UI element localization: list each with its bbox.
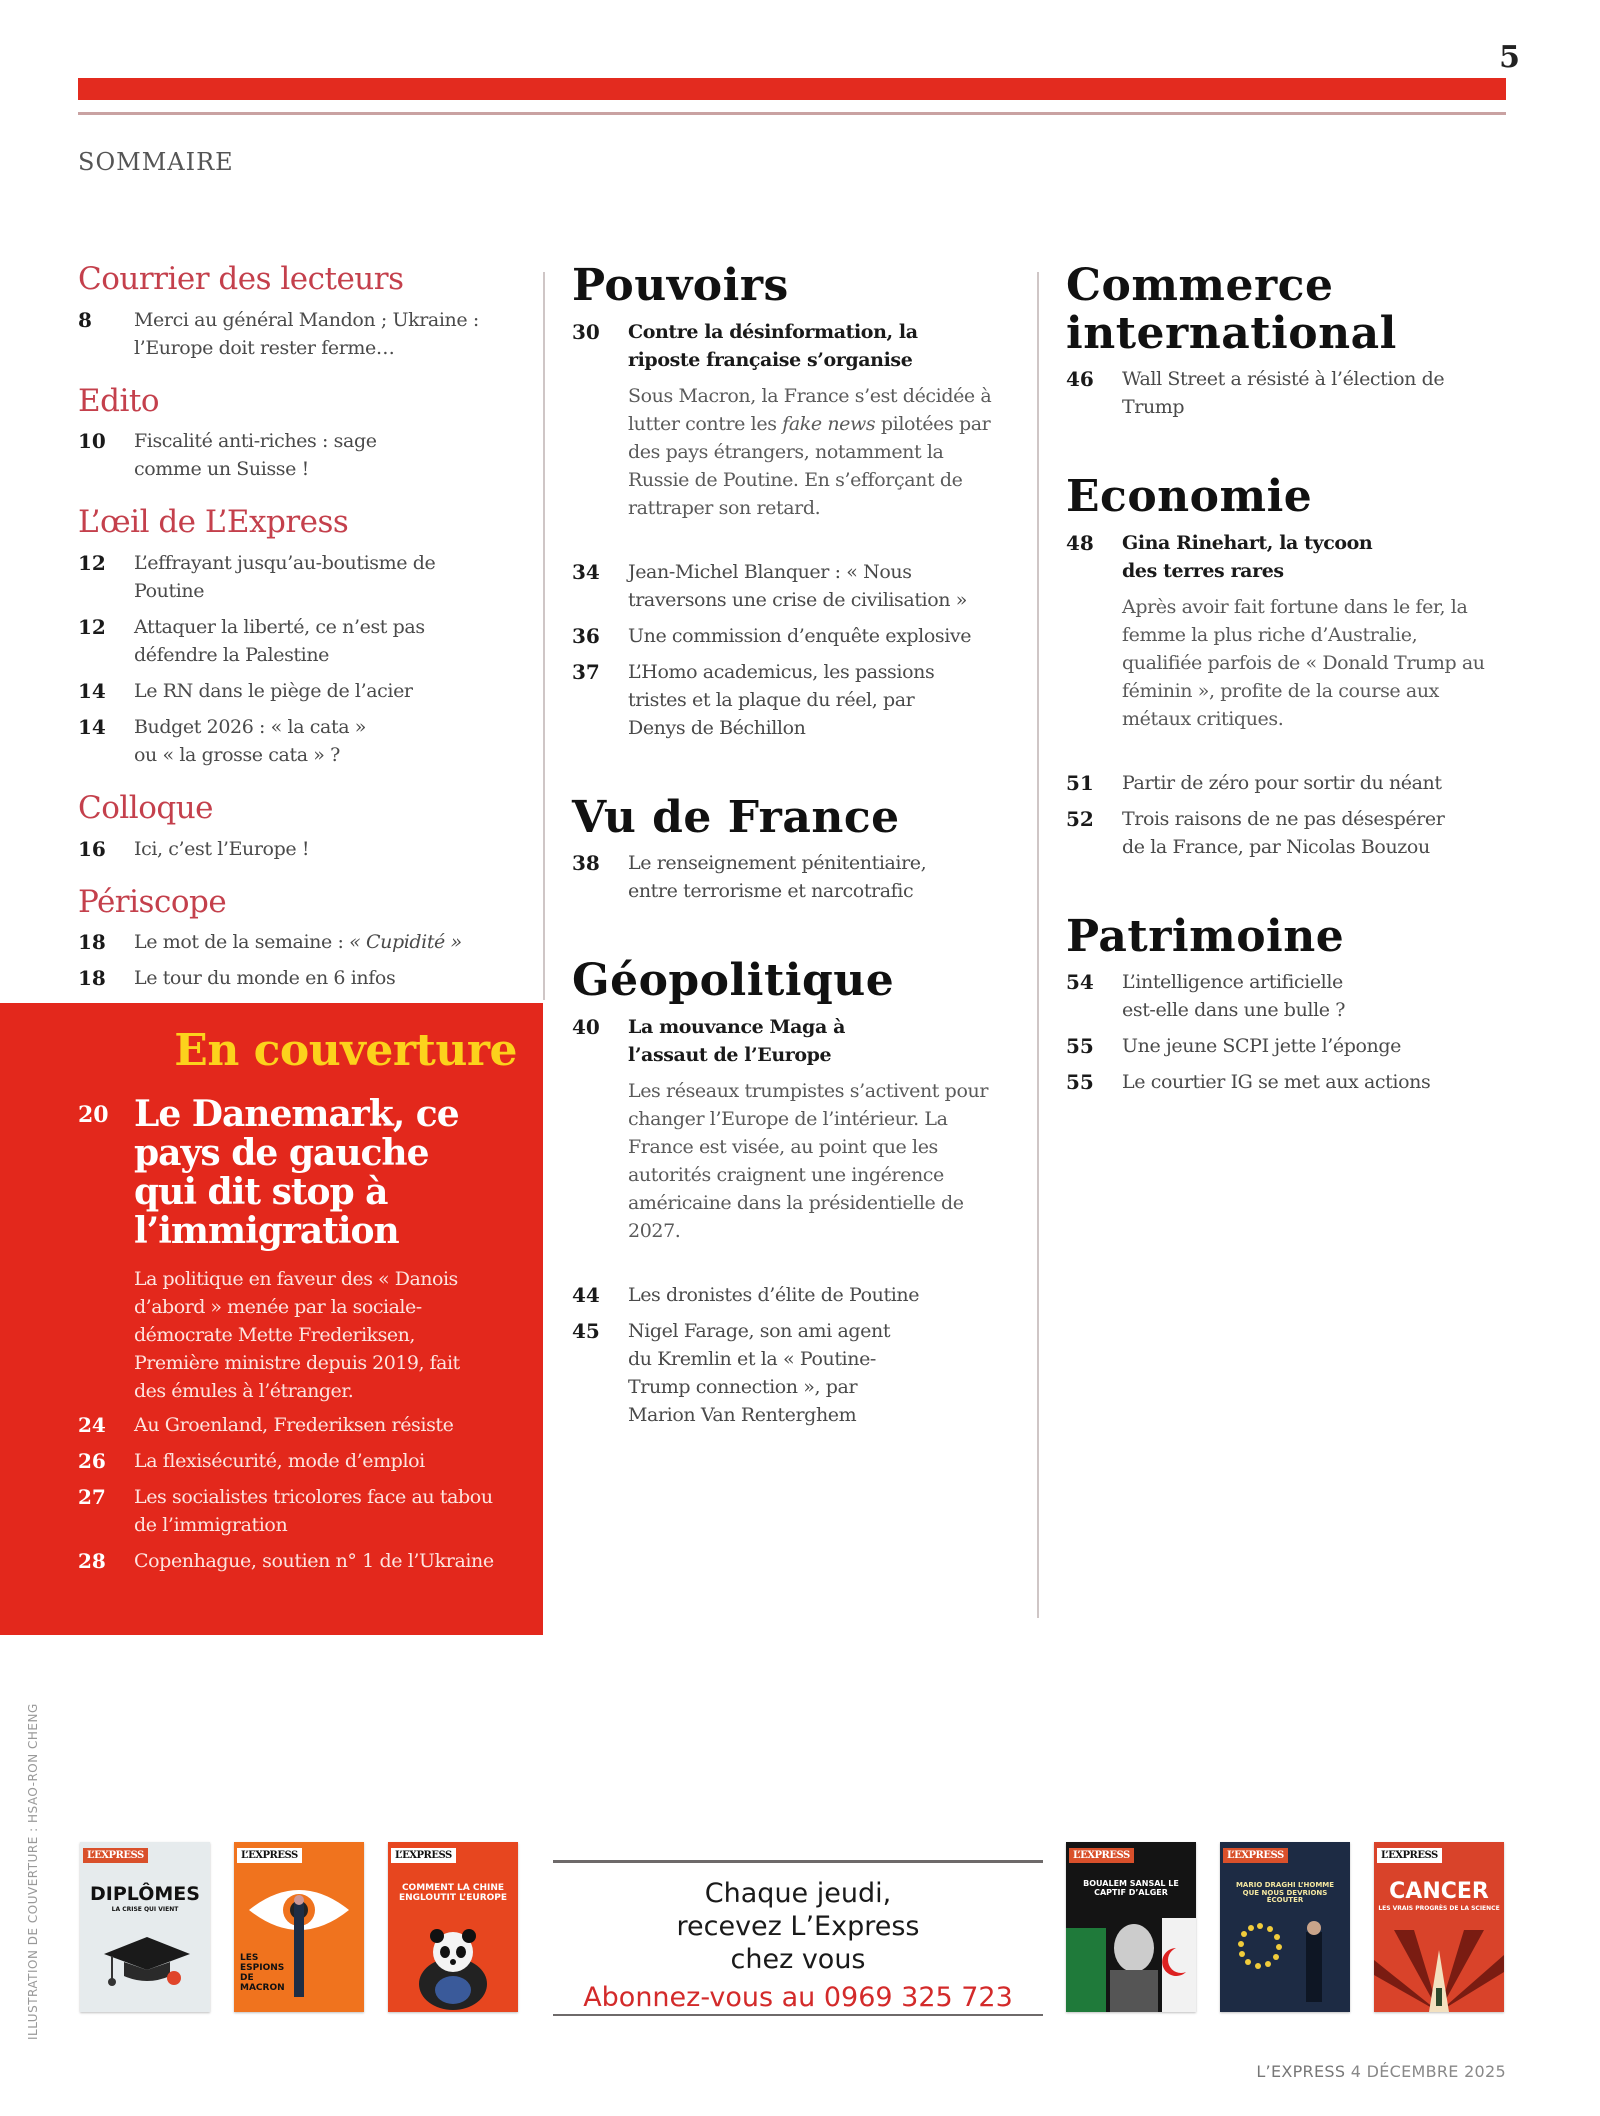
page-ref: 48 — [1066, 530, 1094, 555]
entry-title: La mouvance Maga à l’assaut de l’Europe — [628, 1015, 845, 1066]
entry-title: Copenhague, soutien n° 1 de l’Ukraine — [134, 1550, 494, 1572]
page-ref: 14 — [78, 678, 106, 703]
toc-entry[interactable] — [1066, 1068, 1506, 1096]
toc-entry[interactable] — [78, 1483, 518, 1539]
page-ref: 14 — [78, 714, 106, 739]
cover-summary: La politique en faveur des « Danois d’abord » menée par la sociale-démocrate Mette Frederiksen, Première ministre depuis 2019, fait des émules à l’étranger. — [134, 1268, 460, 1402]
section-title: Géopolitique — [572, 955, 895, 1007]
magazine-cover[interactable] — [1220, 1842, 1350, 2012]
toc-entry[interactable] — [78, 306, 543, 362]
entry-title: Une commission d’enquête explosive — [628, 624, 972, 647]
page-ref: 37 — [572, 659, 600, 684]
page-ref: 55 — [1066, 1034, 1094, 1059]
panda-icon — [413, 1924, 493, 2010]
cover-story-box — [0, 1003, 543, 1635]
page-ref: 20 — [78, 1102, 109, 1128]
section-patrimoine — [1066, 910, 1506, 1097]
section-title: Edito — [78, 382, 160, 419]
header-red-bar — [78, 78, 1506, 100]
section-title: Economie — [1066, 471, 1313, 523]
toc-entry[interactable] — [78, 835, 543, 863]
entry-summary: Sous Macron, la France s’est décidée à lutter contre les fake news pilotées par des pays étrangers, notamment la Russie de Poutine. En s’efforçant de rattraper son retard. — [628, 384, 992, 519]
page-ref: 44 — [572, 1282, 600, 1307]
cover-story-label: En couverture — [174, 1025, 517, 1076]
section-colloque — [78, 791, 543, 863]
entry-title: Les socialistes tricolores face au tabou de l’immigration — [134, 1486, 493, 1536]
entry-title: Ici, c’est l’Europe ! — [134, 837, 310, 860]
eu-stars-icon — [1220, 1912, 1350, 2012]
section-title: Courrier des lecteurs — [78, 261, 404, 297]
section-title: Commerce international — [1066, 260, 1397, 359]
section-title: Périscope — [78, 883, 227, 920]
page-ref: 8 — [78, 307, 92, 332]
column-divider — [1037, 272, 1039, 1618]
entry-title: Jean-Michel Blanquer : « Nous traversons une crise de civilisation » — [628, 560, 967, 611]
section-title: Pouvoirs — [572, 260, 789, 311]
subscription-box — [553, 1860, 1043, 2018]
entry-title: Le mot de la semaine : « Cupidité » — [134, 931, 462, 954]
toc-entry[interactable] — [78, 713, 543, 769]
entry-title: Le tour du monde en 6 infos — [134, 967, 396, 990]
entry-title: L’Homo academicus, les passions tristes et la plaque du réel, par Denys de Béchillon — [628, 660, 935, 739]
entry-title: Nigel Farage, son ami agent du Kremlin et la « Poutine-Trump connection », par Marion Van Renterghem — [628, 1319, 891, 1426]
page-ref: 51 — [1066, 770, 1094, 795]
section-periscope — [78, 885, 543, 993]
section-oeil — [78, 505, 543, 769]
subscribe-phone-link[interactable]: Abonnez-vous au 0969 325 723 — [583, 1982, 1013, 2013]
magazine-cover[interactable] — [80, 1842, 210, 2012]
entry-title: L’intelligence artificielle est-elle dans une bulle ? — [1122, 971, 1346, 1022]
footer-brand: L’EXPRESS — [1256, 2062, 1346, 2081]
entry-title: Budget 2026 : « la cata » ou « la grosse cata » ? — [134, 715, 366, 766]
magazine-logo: L’EXPRESS — [1069, 1848, 1134, 1863]
toc-entry[interactable] — [572, 849, 1032, 905]
toc-entry[interactable] — [572, 1317, 1032, 1429]
toc-entry[interactable] — [78, 549, 543, 605]
toc-entry[interactable] — [78, 928, 543, 956]
magazine-logo: L’EXPRESS — [83, 1848, 148, 1863]
page-ref: 26 — [78, 1449, 106, 1473]
column-divider — [543, 272, 545, 1000]
entry-title: Partir de zéro pour sortir du néant — [1122, 771, 1442, 794]
section-title: Vu de France — [572, 791, 900, 843]
toc-entry[interactable] — [78, 1547, 518, 1575]
section-pouvoirs — [572, 262, 1032, 742]
page-number: 5 — [1499, 40, 1520, 75]
left-column — [78, 262, 543, 1000]
cover-headline: MARIO DRAGHI L’HOMME QUE NOUS DEVRIONS ÉCOUTER — [1235, 1881, 1335, 1905]
page-ref: 27 — [78, 1485, 106, 1509]
section-title: Colloque — [78, 789, 214, 826]
page-ref: 52 — [1066, 806, 1094, 831]
section-geopolitique — [572, 957, 1032, 1429]
toc-entry[interactable] — [78, 427, 543, 483]
toc-entry[interactable] — [1066, 365, 1506, 421]
entry-title: Les dronistes d’élite de Poutine — [628, 1283, 920, 1306]
toc-entry[interactable] — [78, 1447, 518, 1475]
subscription-line: chez vous — [730, 1944, 866, 1975]
magazine-cover[interactable] — [1374, 1842, 1504, 2012]
section-title: Patrimoine — [1066, 910, 1345, 962]
page-ref: 46 — [1066, 367, 1094, 392]
page-footer — [1256, 2062, 1506, 2081]
entry-title: Une jeune SCPI jette l’éponge — [1122, 1035, 1402, 1058]
toc-entry[interactable] — [1066, 805, 1506, 861]
section-commerce — [1066, 262, 1506, 421]
entry-title: La flexisécurité, mode d’emploi — [134, 1450, 425, 1472]
toc-entry[interactable] — [78, 1411, 518, 1439]
toc-entry-lead[interactable] — [572, 1013, 1032, 1069]
magazine-logo: L’EXPRESS — [237, 1848, 302, 1863]
page-ref: 54 — [1066, 970, 1094, 995]
page-ref: 38 — [572, 851, 600, 876]
page-ref: 34 — [572, 559, 600, 584]
page-ref: 40 — [572, 1014, 600, 1039]
cover-headline: LES ESPIONS DE MACRON — [240, 1953, 285, 1993]
footer-date: 4 DÉCEMBRE 2025 — [1350, 2062, 1506, 2081]
section-economie — [1066, 473, 1506, 861]
portrait-flag-icon — [1066, 1908, 1196, 2012]
entry-title: Au Groenland, Frederiksen résiste — [134, 1414, 454, 1436]
entry-title: Gina Rinehart, la tycoon des terres rares — [1122, 531, 1373, 582]
toc-entry[interactable] — [572, 658, 1032, 742]
subscription-line: recevez L’Express — [676, 1911, 920, 1942]
magazine-covers-right — [1066, 1842, 1504, 2012]
toc-entry[interactable] — [1066, 968, 1506, 1024]
page-ref: 30 — [572, 319, 600, 344]
subscription-line: Chaque jeudi, — [704, 1878, 892, 1909]
page-ref: 10 — [78, 429, 106, 454]
header-rule — [78, 112, 1506, 115]
entry-title: Wall Street a résisté à l’élection de Trump — [1122, 368, 1445, 419]
entry-title: Le RN dans le piège de l’acier — [134, 679, 413, 702]
cover-headline: Le Danemark, ce pays de gauche qui dit stop à l’immigration — [134, 1093, 459, 1252]
magazine-logo: L’EXPRESS — [1377, 1848, 1442, 1863]
section-courrier — [78, 262, 543, 362]
section-label: SOMMAIRE — [78, 148, 234, 176]
entry-title: L’effrayant jusqu’au-boutisme de Poutine — [134, 551, 436, 602]
toc-entry[interactable] — [78, 964, 543, 992]
toc-entry-lead[interactable] — [572, 318, 1032, 374]
section-edito — [78, 384, 543, 484]
magazine-cover[interactable] — [234, 1842, 364, 2012]
section-title: L’œil de L’Express — [78, 504, 349, 541]
page-ref: 18 — [78, 930, 106, 955]
toc-entry[interactable] — [78, 613, 543, 669]
middle-column — [572, 262, 1032, 1437]
page-ref: 18 — [78, 966, 106, 991]
burst-icon — [1374, 1930, 1504, 2012]
cover-headline: COMMENT LA CHINE ENGLOUTIT L’EUROPE — [398, 1883, 508, 1903]
graduation-cap-icon — [102, 1932, 192, 1992]
entry-summary: Les réseaux trumpistes s’activent pour changer l’Europe de l’intérieur. La France est visée, au point que les autorités craignent une ingérence américaine dans la présidentielle de 2027. — [628, 1079, 989, 1242]
entry-title: Fiscalité anti-riches : sage comme un Suisse ! — [134, 430, 377, 481]
toc-entry[interactable] — [572, 558, 1032, 614]
page-ref: 36 — [572, 623, 600, 648]
page-ref: 12 — [78, 550, 106, 575]
page-ref: 28 — [78, 1549, 106, 1573]
magazine-covers-left — [80, 1842, 518, 2012]
right-column — [1066, 262, 1506, 1104]
entry-title: Le renseignement pénitentiaire, entre terrorisme et narcotrafic — [628, 852, 927, 903]
cover-headline: DIPLÔMES LA CRISE QUI VIENT — [90, 1883, 200, 1913]
page-ref: 16 — [78, 836, 106, 861]
entry-title: Le courtier IG se met aux actions — [1122, 1071, 1431, 1094]
toc-entry[interactable] — [572, 622, 1032, 650]
cover-headline: BOUALEM SANSAL LE CAPTIF D’ALGER — [1083, 1879, 1179, 1897]
section-vu-de-france — [572, 791, 1032, 906]
magazine-cover[interactable] — [388, 1842, 518, 2012]
magazine-logo: L’EXPRESS — [391, 1848, 456, 1863]
toc-entry[interactable] — [1066, 1032, 1506, 1060]
cover-story-main[interactable] — [78, 1095, 518, 1251]
entry-title-italic: « Cupidité » — [349, 931, 462, 954]
page-ref: 12 — [78, 614, 106, 639]
magazine-cover[interactable] — [1066, 1842, 1196, 2012]
page-ref: 55 — [1066, 1070, 1094, 1095]
toc-entry[interactable] — [78, 677, 543, 705]
entry-title: Trois raisons de ne pas désespérer de la France, par Nicolas Bouzou — [1122, 807, 1445, 858]
toc-entry[interactable] — [1066, 769, 1506, 797]
page-ref: 24 — [78, 1413, 106, 1437]
subscription-rule — [553, 2014, 1043, 2016]
cover-headline: CANCER LES VRAIS PROGRÈS DE LA SCIENCE — [1378, 1879, 1500, 1913]
entry-title: Contre la désinformation, la riposte française s’organise — [628, 320, 918, 371]
illustration-credit: ILLUSTRATION DE COUVERTURE : HSAO-RON CHENG — [26, 1703, 40, 2040]
toc-entry-lead[interactable] — [1066, 529, 1506, 585]
toc-entry[interactable] — [572, 1281, 1032, 1309]
magazine-logo: L’EXPRESS — [1223, 1848, 1288, 1863]
page-ref: 45 — [572, 1318, 600, 1343]
entry-title: Attaquer la liberté, ce n’est pas défendre la Palestine — [134, 615, 425, 666]
entry-title: Merci au général Mandon ; Ukraine : l’Europe doit rester ferme… — [134, 308, 479, 359]
entry-summary: Après avoir fait fortune dans le fer, la femme la plus riche d’Australie, qualifiée parfois de « Donald Trump au féminin », profite de la course aux métaux critiques. — [1122, 595, 1485, 730]
